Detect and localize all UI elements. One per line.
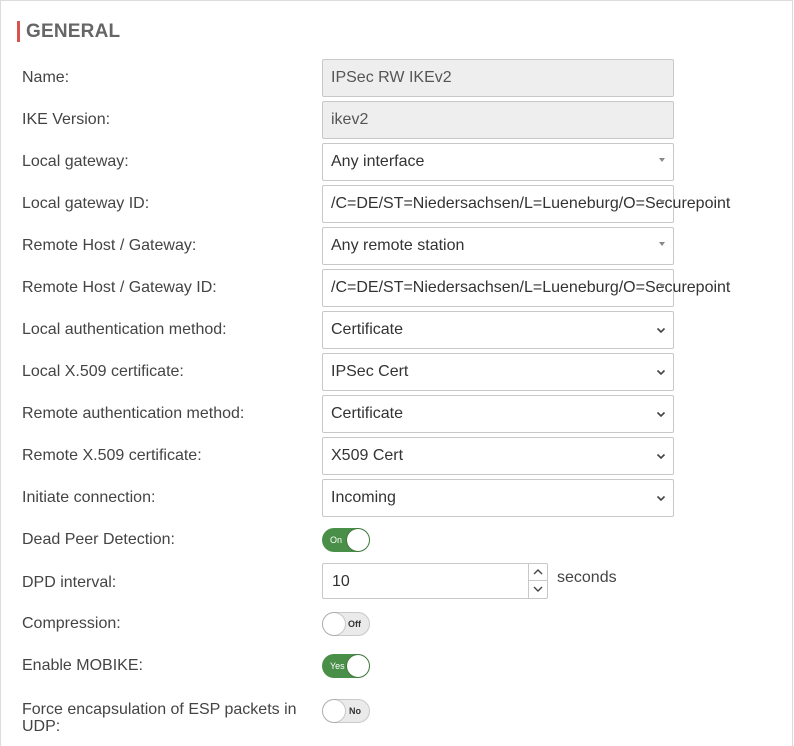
chevron-down-icon	[655, 492, 667, 504]
remote-host-row	[1, 227, 794, 265]
local-gateway-id-label: Local gateway ID:	[22, 195, 150, 212]
dpd-interval-value: 10	[332, 573, 350, 590]
local-cert-label: Local X.509 certificate:	[22, 363, 184, 380]
local-gateway-id-value: /C=DE/ST=Niedersachsen/L=Lueneburg/O=Securepoint	[331, 195, 731, 212]
caret-down-icon[interactable]	[659, 200, 665, 204]
remote-cert-select[interactable]	[322, 437, 674, 475]
chevron-down-icon	[655, 366, 667, 378]
remote-cert-value: X509 Cert	[331, 447, 404, 464]
local-cert-select[interactable]	[322, 353, 674, 391]
remote-cert-label: Remote X.509 certificate:	[22, 447, 202, 464]
toggle-knob	[347, 529, 369, 551]
dpd-interval-unit: seconds	[557, 569, 617, 586]
local-gateway-label: Local gateway:	[22, 153, 129, 170]
local-gateway-id-row	[1, 185, 794, 223]
dpd-interval-label: DPD interval:	[22, 574, 117, 591]
chevron-down-icon	[655, 450, 667, 462]
dpd-toggle[interactable]	[322, 528, 370, 552]
local-auth-value: Certificate	[331, 321, 404, 338]
local-auth-row	[1, 311, 794, 349]
chevron-up-icon	[533, 568, 543, 576]
local-cert-row	[1, 353, 794, 391]
caret-down-icon[interactable]	[659, 242, 665, 246]
ike-version-field[interactable]	[322, 101, 674, 139]
initiate-label: Initiate connection:	[22, 489, 156, 506]
remote-host-id-label: Remote Host / Gateway ID:	[22, 279, 217, 296]
chevron-down-icon	[533, 585, 543, 593]
toggle-knob	[347, 655, 369, 677]
remote-auth-label: Remote authentication method:	[22, 405, 245, 422]
dpd-toggle-state: On	[330, 535, 343, 545]
mobike-toggle[interactable]	[322, 654, 370, 678]
force-encap-row	[1, 699, 794, 739]
compression-label: Compression:	[22, 615, 121, 632]
mobike-label: Enable MOBIKE:	[22, 657, 143, 674]
local-gateway-row	[1, 143, 794, 181]
caret-down-icon[interactable]	[659, 284, 665, 288]
initiate-select[interactable]	[322, 479, 674, 517]
ike-version-value: ikev2	[331, 111, 369, 128]
mobike-toggle-state: Yes	[330, 661, 345, 671]
compression-toggle-state: Off	[348, 619, 361, 629]
name-value: IPSec RW IKEv2	[331, 69, 452, 86]
remote-auth-select[interactable]	[322, 395, 674, 433]
force-encap-label: Force encapsulation of ESP packets in UDP:	[22, 701, 297, 735]
local-cert-value: IPSec Cert	[331, 363, 409, 380]
toggle-knob	[323, 700, 345, 722]
initiate-value: Incoming	[331, 489, 396, 506]
initiate-row	[1, 479, 794, 517]
dpd-label: Dead Peer Detection:	[22, 531, 175, 548]
remote-host-id-combobox[interactable]	[322, 269, 731, 307]
remote-host-value: Any remote station	[331, 237, 465, 254]
name-field[interactable]	[322, 59, 674, 97]
local-auth-select[interactable]	[322, 311, 674, 349]
name-label: Name:	[22, 69, 70, 86]
name-row	[1, 59, 794, 97]
force-encap-toggle[interactable]	[322, 699, 370, 723]
remote-cert-row	[1, 437, 794, 475]
local-auth-label: Local authentication method:	[22, 321, 227, 338]
local-gateway-value: Any interface	[331, 153, 425, 170]
local-gateway-id-combobox[interactable]	[322, 185, 731, 223]
remote-host-label: Remote Host / Gateway:	[22, 237, 197, 254]
dpd-interval-row	[1, 561, 794, 599]
remote-auth-value: Certificate	[331, 405, 404, 422]
increment-button[interactable]	[528, 564, 547, 581]
decrement-button[interactable]	[528, 581, 547, 598]
chevron-down-icon	[655, 408, 667, 420]
toggle-knob	[323, 613, 345, 635]
compression-row	[1, 605, 794, 643]
compression-toggle[interactable]	[322, 612, 370, 636]
remote-host-combobox[interactable]	[322, 227, 674, 265]
dpd-interval-input[interactable]	[322, 563, 548, 599]
chevron-down-icon	[655, 324, 667, 336]
remote-host-id-value: /C=DE/ST=Niedersachsen/L=Lueneburg/O=Securepoint	[331, 279, 731, 296]
mobike-row	[1, 647, 794, 685]
force-encap-toggle-state: No	[349, 706, 361, 716]
ike-version-label: IKE Version:	[22, 111, 111, 128]
local-gateway-combobox[interactable]	[322, 143, 674, 181]
section-title: GENERAL	[17, 21, 120, 42]
dpd-row	[1, 521, 794, 559]
ike-version-row	[1, 101, 794, 139]
remote-host-id-row	[1, 269, 794, 307]
remote-auth-row	[1, 395, 794, 433]
caret-down-icon[interactable]	[659, 158, 665, 162]
